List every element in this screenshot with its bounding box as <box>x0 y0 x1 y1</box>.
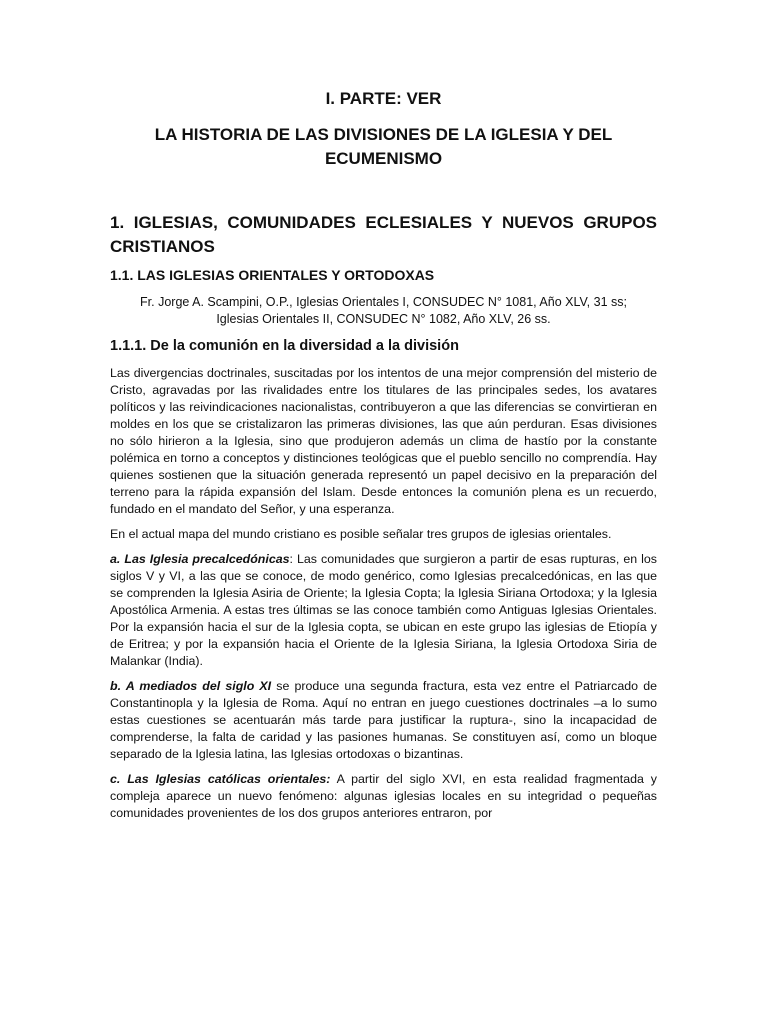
page-content <box>110 88 657 830</box>
item-c-text: A partir del siglo XVI, en esta realidad fragmentada y compleja aparece un nuevo fenómeno: algunas iglesias locales en su integridad o pequeñas comunidades provenientes de los dos grupos anteriores entraron, por <box>110 772 657 820</box>
paragraph-2: En el actual mapa del mundo cristiano es posible señalar tres grupos de iglesias orientales. <box>110 527 612 541</box>
attribution-line-2: Iglesias Orientales II, CONSUDEC N° 1082, Año XLV, 26 ss. <box>216 312 551 326</box>
item-c-paragraph <box>110 771 657 822</box>
subsection-heading: 1.1. LAS IGLESIAS ORIENTALES Y ORTODOXAS <box>110 267 435 283</box>
section-heading: 1. IGLESIAS, COMUNIDADES ECLESIALES Y NUEVOS GRUPOS CRISTIANOS <box>110 213 657 256</box>
main-title-line-2: ECUMENISMO <box>324 149 443 168</box>
part-title: I. PARTE: VER <box>325 89 442 108</box>
item-b-text: se produce una segunda fractura, esta vez entre el Patriarcado de Constantinopla y la Iglesia de Roma. Aquí no entran en juego cuestiones doctrinales –a lo sumo estas cuestiones se acentuarán más tarde para justificar la ruptura-, sino la incapacidad de comprenderse, la falta de caridad y las pasiones humanas. Se constituyen así, como un bloque separado de la Iglesia latina, las Iglesias ortodoxas o bizantinas. <box>110 679 657 761</box>
attribution-line-1: Fr. Jorge A. Scampini, O.P., Iglesias Orientales I, CONSUDEC N° 1081, Año XLV, 31 ss; <box>140 295 627 309</box>
paragraph-1: Las divergencias doctrinales, suscitadas por los intentos de una mejor comprensión del misterio de Cristo, agravadas por las rivalidades entre los titulares de las principales sedes, los avatares políticos y las reivindicaciones nacionalistas, contribuyeron a que las diferencias se convirtieran en moldes en los que se cristalizaron las primeras divisiones, las que aún perduran. Esas divisiones no sólo hirieron a la Iglesia, sino que produjeron además un clima de hastío por la constante polémica en torno a conceptos y distinciones teológicas que el pueblo sencillo no comprendía. Hay quienes sostienen que la situación generada representó un papel decisivo en la preparación del terreno para la rápida expansión del Islam. Desde entonces la comunión plena es un recuerdo, fundado en el mandato del Señor, y una esperanza. <box>110 366 657 516</box>
main-title-line-1: LA HISTORIA DE LAS DIVISIONES DE LA IGLESIA Y DEL <box>154 125 613 144</box>
item-b-paragraph <box>110 678 657 763</box>
item-b-lead: b. A mediados del siglo XI <box>110 679 272 693</box>
item-a-paragraph <box>110 551 657 670</box>
item-a-lead: a. Las Iglesia precalcedónicas <box>110 552 290 566</box>
item-a-text: : Las comunidades que surgieron a partir de esas rupturas, en los siglos V y VI, a las que se conoce, de modo genérico, como Iglesias precalcedónicas, en las que se comprenden la Iglesia Asiria de Oriente; la Iglesia Copta; la Iglesia Siriana Ortodoxa; y la Iglesia Apostólica Armenia. A estas tres últimas se las conoce también como Antiguas Iglesias Orientales. Por la expansión hacia el sur de la Iglesia copta, se ubican en este grupo las iglesias de Etiopía y de Eritrea; y por la expansión hacia el Oriente de la Iglesia Siriana, la Iglesia Ortodoxa Siria de Malankar (India). <box>110 552 657 668</box>
main-title <box>110 123 657 171</box>
source-attribution <box>110 294 657 328</box>
item-c-lead: c. Las Iglesias católicas orientales: <box>110 772 331 786</box>
subsubsection-heading: 1.1.1. De la comunión en la diversidad a la división <box>110 338 459 354</box>
